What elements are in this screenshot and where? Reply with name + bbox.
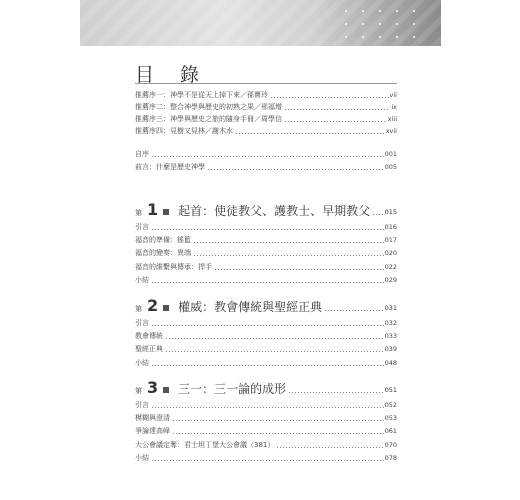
banner-dot [413, 23, 415, 25]
entry-title: 推薦序三：神學與歷史之旅的隨身手冊／周學信 [135, 115, 282, 123]
entry-page-number: 053 [384, 414, 397, 423]
entry-page-number: 005 [384, 163, 397, 171]
preface-entry[interactable] [135, 113, 397, 124]
dot-leader [151, 460, 384, 461]
chapter-number: 1 [147, 200, 159, 219]
chapter-page-number: 031 [384, 304, 397, 312]
chapter-heading[interactable] [135, 378, 397, 396]
entry-page-number: ix [391, 103, 397, 111]
chapter-label-pre: 第 [135, 387, 142, 395]
section-entry[interactable] [135, 357, 397, 368]
dot-leader [151, 229, 384, 230]
entry-page-number: 052 [384, 401, 397, 409]
entry-title: 福音的準備：搖籃 [135, 236, 191, 245]
entry-page-number: xvii [385, 127, 397, 135]
entry-title: 引言 [135, 223, 149, 231]
chapter-title: 三一：三一論的成形 [178, 382, 287, 396]
chapter-page-number: 051 [384, 386, 397, 394]
banner-dot [413, 10, 415, 12]
banner-dot [379, 23, 381, 25]
chapter-heading[interactable] [135, 296, 397, 314]
banner-dot [362, 10, 364, 12]
chapter-square-icon [163, 209, 169, 215]
entry-title: 引言 [135, 401, 149, 409]
section-entry[interactable] [135, 317, 397, 328]
entry-page-number: 039 [384, 345, 397, 354]
dot-leader [151, 407, 384, 408]
entry-page-number: 022 [384, 262, 397, 271]
dot-leader [172, 420, 384, 421]
entry-page-number: 070 [384, 440, 397, 449]
page-title: 目 錄 [135, 64, 210, 86]
dot-leader [214, 269, 384, 270]
entry-page-number: 017 [384, 236, 397, 245]
banner-dot [396, 10, 398, 12]
dot-leader [270, 97, 389, 98]
chapter-square-icon [163, 305, 169, 311]
entry-page-number: 016 [384, 223, 397, 231]
dot-leader [151, 156, 384, 157]
chapter-square-icon [163, 387, 169, 393]
front-entry[interactable] [135, 148, 397, 159]
dot-leader [165, 351, 384, 352]
banner-dot [413, 36, 415, 38]
section-entry[interactable] [135, 425, 397, 436]
title-rule [135, 83, 397, 84]
dot-leader [276, 447, 383, 448]
entry-title: 福音的維繫與傳承：捍手 [135, 262, 212, 271]
dot-leader [151, 282, 384, 283]
banner-dot [345, 23, 347, 25]
chapter-number: 3 [147, 378, 159, 397]
preface-entry[interactable] [135, 125, 397, 136]
banner-dot [379, 36, 381, 38]
entry-title: 爭論達高峰 [135, 427, 170, 436]
dot-leader [324, 310, 383, 311]
section-entry[interactable] [135, 330, 397, 341]
section-entry[interactable] [135, 247, 397, 258]
entry-title: 引言 [135, 319, 149, 327]
banner-dot [396, 23, 398, 25]
section-entry[interactable] [135, 412, 397, 423]
banner-dot [379, 10, 381, 12]
chapter-title: 權威：教會傳統與聖經正典 [178, 300, 323, 314]
entry-page-number: 078 [384, 453, 397, 462]
entry-page-number: 061 [384, 427, 397, 436]
dot-leader [284, 121, 387, 122]
dot-leader [193, 242, 384, 243]
entry-title: 小結 [135, 358, 149, 367]
entry-page-number: 048 [384, 358, 397, 367]
entry-page-number: 032 [384, 319, 397, 327]
preface-entry[interactable] [135, 89, 397, 100]
banner-dot [345, 10, 347, 12]
dot-leader [372, 214, 383, 215]
section-entry[interactable] [135, 452, 397, 463]
section-entry[interactable] [135, 439, 397, 450]
entry-page-number: 029 [384, 275, 397, 284]
chapter-title: 起首：使徒教父、護教士、早期教父 [178, 204, 371, 218]
dot-leader [193, 255, 384, 256]
dot-leader [207, 169, 384, 170]
banner-dot [362, 23, 364, 25]
front-entry[interactable] [135, 161, 397, 172]
dot-leader [151, 325, 384, 326]
banner-dot [362, 36, 364, 38]
entry-title: 福音的變奏：異端 [135, 249, 191, 258]
dot-leader [284, 109, 390, 110]
entry-title: 小結 [135, 275, 149, 284]
entry-title: 教會傳統 [135, 332, 163, 341]
entry-title: 聖經正典 [135, 345, 163, 354]
chapter-page-number: 015 [384, 208, 397, 216]
entry-title: 大公會議定奪：君士坦丁堡大公會議（381） [135, 440, 275, 449]
preface-entry[interactable] [135, 101, 397, 112]
entry-page-number: vii [389, 91, 397, 99]
entry-title: 小結 [135, 453, 149, 462]
entry-page-number: 001 [384, 150, 397, 158]
entry-page-number: 020 [384, 249, 397, 258]
chapter-label-pre: 第 [135, 305, 142, 313]
section-entry[interactable] [135, 261, 397, 272]
chapter-label-pre: 第 [135, 209, 142, 217]
entry-title: 模糊與澄清 [135, 414, 170, 423]
section-entry[interactable] [135, 343, 397, 354]
chapter-heading[interactable] [135, 200, 397, 218]
section-entry[interactable] [135, 221, 397, 232]
dot-leader [165, 338, 384, 339]
entry-title: 推薦序二：整合神學與歷史的初熟之果／邢福增 [135, 103, 282, 111]
entry-page-number: xiii [387, 115, 397, 123]
dot-leader [235, 133, 385, 134]
entry-title: 推薦序一：神學不是從天上掉下來／孫寶玲 [135, 91, 268, 99]
entry-page-number: 033 [384, 332, 397, 341]
banner-dot [345, 36, 347, 38]
chapter-number: 2 [147, 296, 159, 315]
dot-leader [151, 365, 384, 366]
banner-dot [396, 36, 398, 38]
entry-title: 前言：什麼是歷史神學 [135, 163, 205, 171]
section-entry[interactable] [135, 234, 397, 245]
dot-leader [172, 433, 384, 434]
entry-title: 自序 [135, 150, 149, 158]
section-entry[interactable] [135, 274, 397, 285]
dot-leader [288, 392, 383, 393]
entry-title: 推薦序四：見樹又見林／謝木水 [135, 127, 233, 135]
section-entry[interactable] [135, 399, 397, 410]
